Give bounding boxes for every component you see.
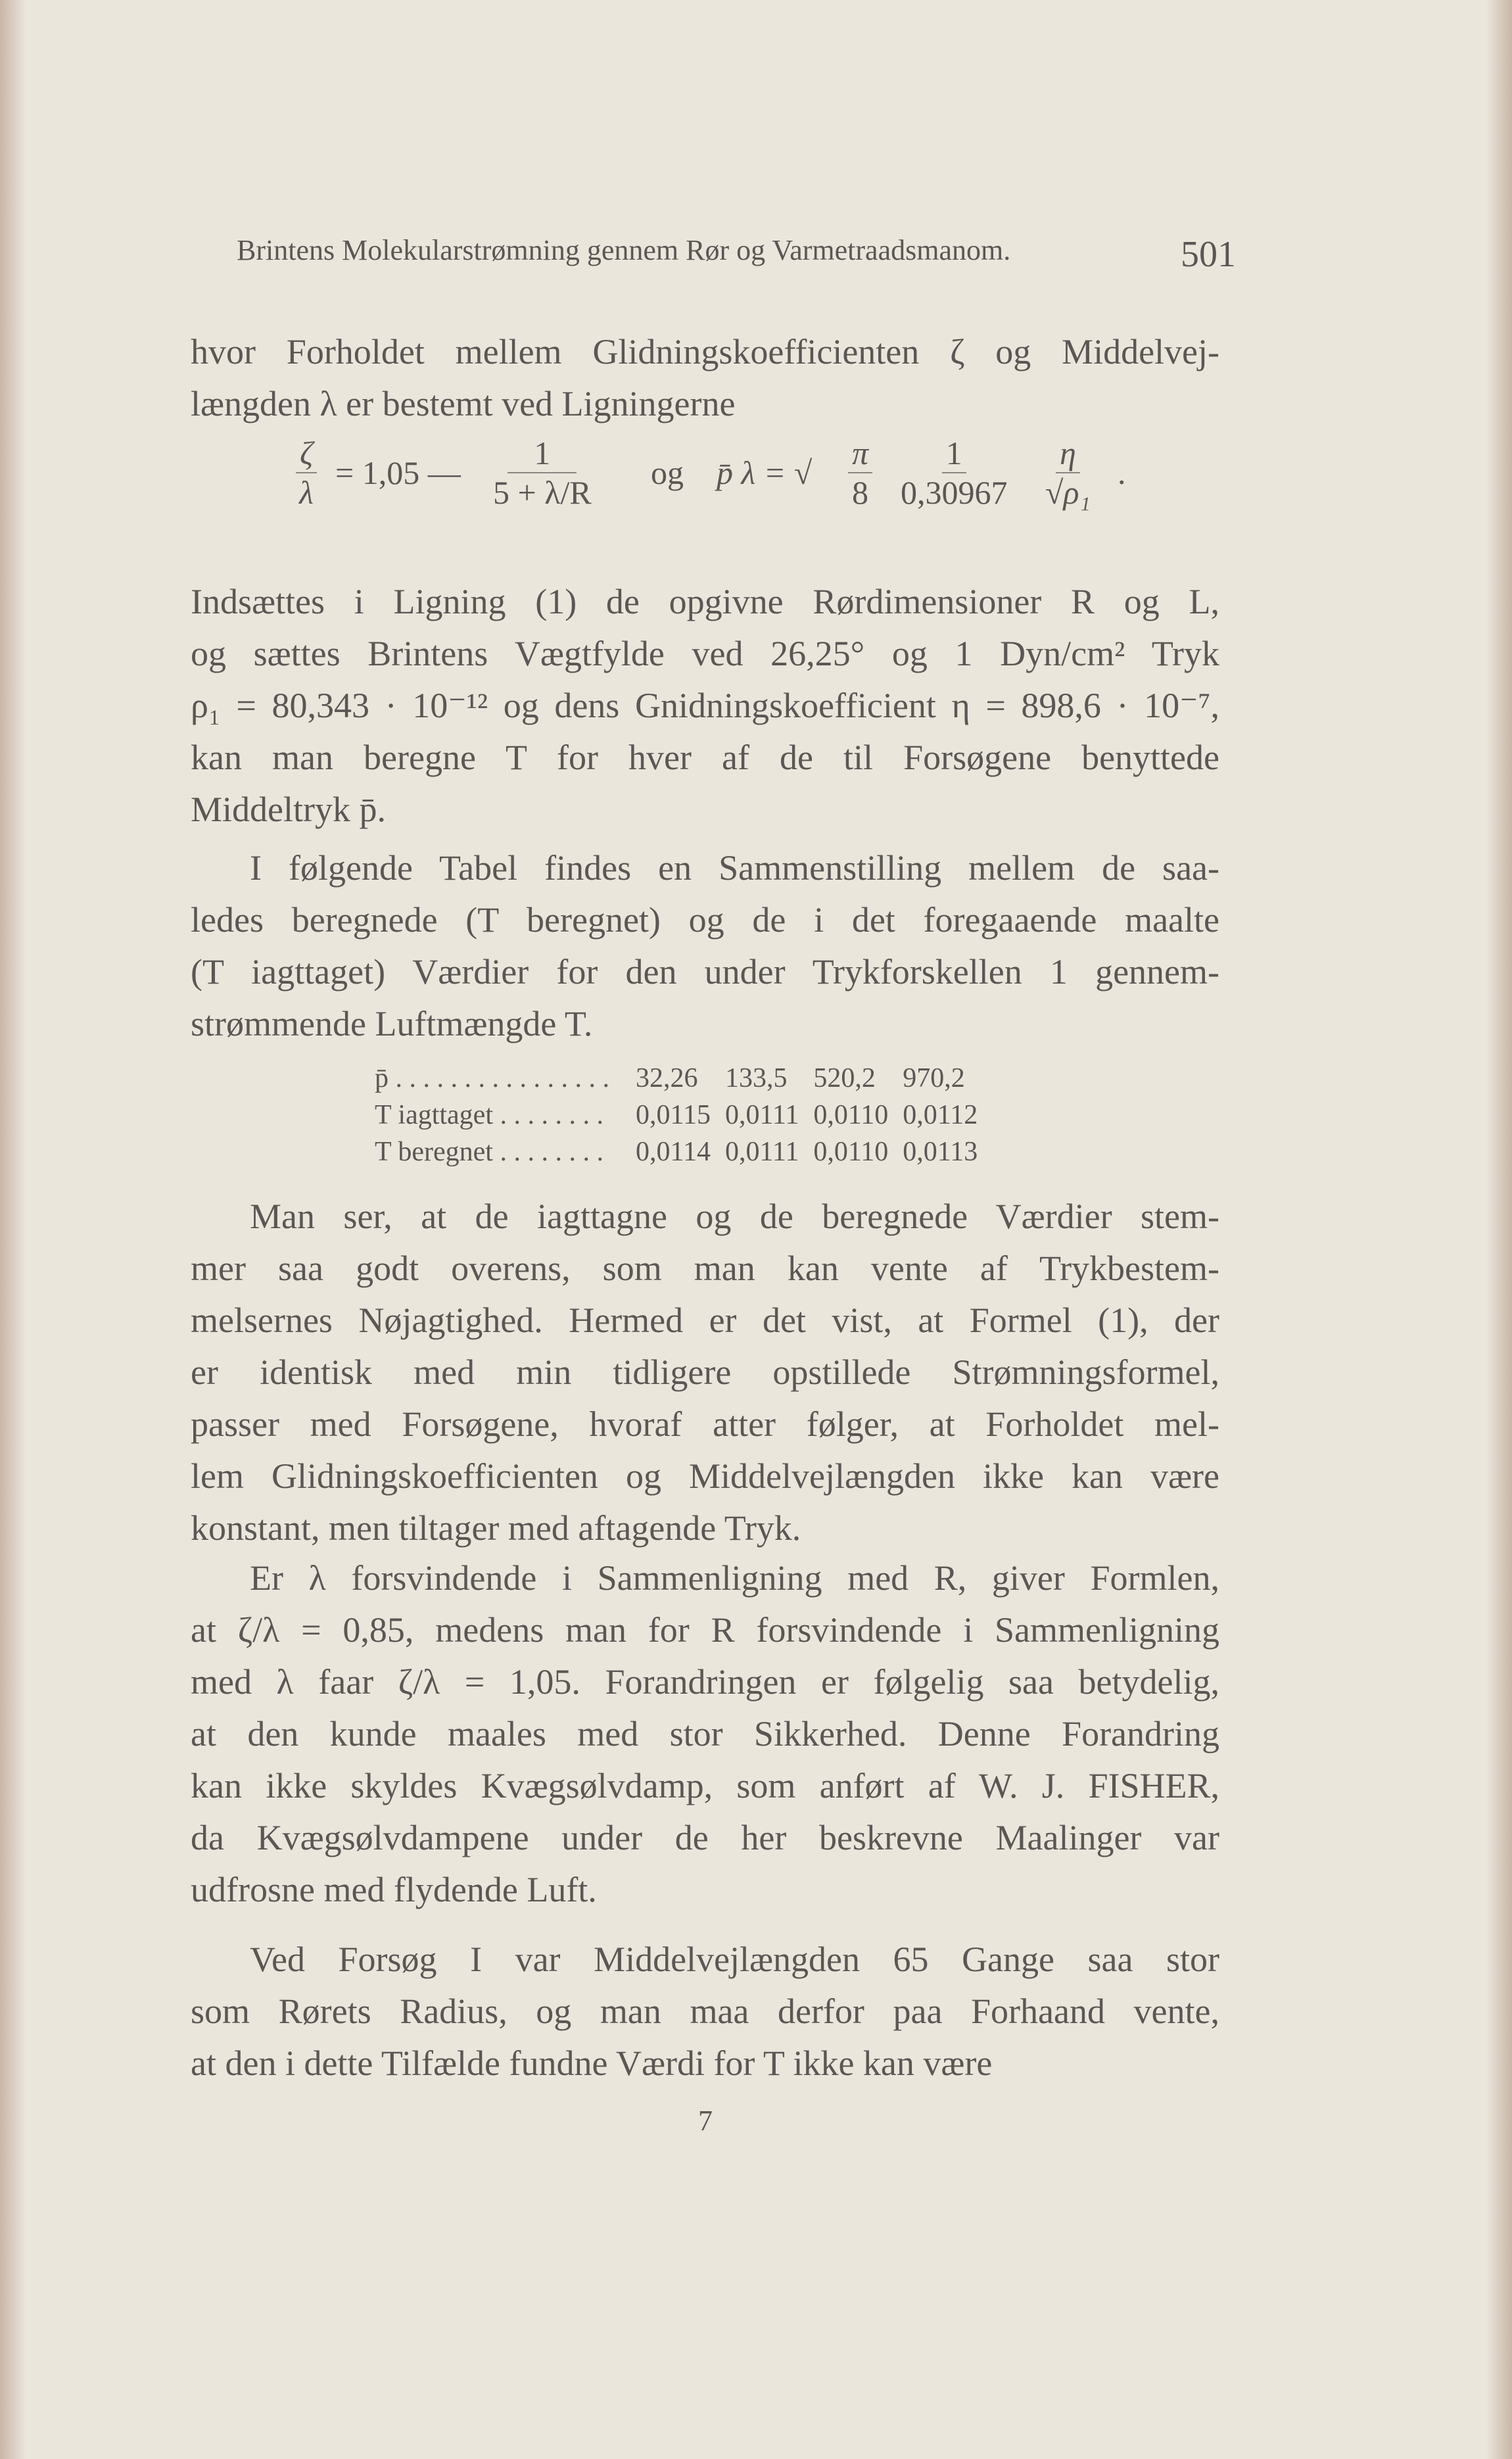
text-line: længden λ er bestemt ved Ligningerne [191, 384, 736, 423]
comparison-table [375, 1060, 992, 1170]
text-line: og sættes Brintens Vægtfylde ved 26,25° og 1 Dyn/cm² Tryk [191, 634, 1219, 673]
zeta-over-lambda [296, 434, 317, 512]
eta-over-sqrt-rho [1045, 434, 1091, 512]
table-row [375, 1134, 992, 1170]
table-cell: 0,0115 [636, 1100, 711, 1130]
table-cell: 970,2 [903, 1063, 965, 1093]
page-edge-left [0, 0, 26, 2459]
running-header [237, 233, 1236, 275]
denominator: 5 + λ/R [493, 474, 592, 511]
numerator: π [848, 434, 872, 473]
text-line: at ζ/λ = 0,85, medens man for R forsvindende i Sammenligning [191, 1610, 1219, 1650]
text-line: (T iagttaget) Værdier for den under Trykforskellen 1 gennem- [191, 952, 1219, 991]
fraction [493, 434, 592, 512]
text-line: kan ikke skyldes Kvægsølvdamp, som anført af W. J. FISHER, [191, 1766, 1219, 1805]
numerator: 1 [942, 434, 966, 473]
og-word: og [651, 454, 684, 491]
text-line: Er λ forsvindende i Sammenligning med R, giver Formlen, [250, 1558, 1219, 1598]
table-cell: 0,0113 [903, 1137, 978, 1167]
text-line: passer med Forsøgene, hvoraf atter følger, at Forholdet mel- [191, 1404, 1219, 1444]
text-line: Indsættes i Ligning (1) de opgivne Rørdimensioner R og L, [191, 582, 1219, 621]
table-cell: 0,0110 [813, 1100, 889, 1130]
equation-part: = 1,05 — [335, 454, 461, 491]
text-line: med λ faar ζ/λ = 1,05. Forandringen er følgelig saa betydelig, [191, 1662, 1219, 1702]
denominator: 0,30967 [901, 474, 1008, 511]
text-line: Ved Forsøg I var Middelvejlængden 65 Gange saa stor [250, 1940, 1219, 1979]
text-line: konstant, men tiltager med aftagende Tryk. [191, 1508, 801, 1548]
table-cell: 0,0114 [636, 1137, 711, 1167]
equation-part: p̄ λ = √ [717, 454, 813, 491]
numerator: η [1056, 434, 1080, 473]
numerator: 1 [508, 434, 577, 473]
pi-over-8 [848, 434, 872, 512]
text-line: hvor Forholdet mellem Glidningskoefficienten ζ og Middelvej- [191, 332, 1219, 371]
text-line: melsernes Nøjagtighed. Hermed er det vist, at Formel (1), der [191, 1301, 1219, 1340]
table-cell: 0,0112 [903, 1100, 978, 1130]
row-label: p̄ . . . . . . . . . . . . . . . . [375, 1063, 609, 1093]
constant-fraction [901, 434, 1008, 512]
page-number: 501 [1181, 234, 1236, 275]
table-cell: 0,0111 [724, 1137, 799, 1167]
text-line: udfrosne med flydende Luft. [191, 1870, 597, 1909]
page-edge-right [1486, 0, 1512, 2459]
running-title: Brintens Molekularstrømning gennem Rør og Varmetraadsmanom. [237, 234, 1011, 266]
period: . [1118, 454, 1126, 491]
denominator: √ρ₁ [1045, 474, 1091, 511]
denominator: λ [299, 474, 314, 511]
table-cell: 0,0111 [724, 1100, 799, 1130]
table-cell: 32,26 [636, 1063, 698, 1093]
text-line: I følgende Tabel findes en Sammenstilling mellem de saa- [250, 848, 1219, 888]
table-row [375, 1097, 992, 1134]
text-line: Middeltryk p̄. [191, 790, 386, 829]
table-cell: 520,2 [813, 1063, 876, 1093]
text-line: strømmende Luftmængde T. [191, 1004, 593, 1043]
text-line: lem Glidningskoefficienten og Middelvejlængden ikke kan være [191, 1456, 1219, 1496]
text-line: at den i dette Tilfælde fundne Værdi for T ikke kan være [191, 2043, 993, 2083]
row-label: T beregnet . . . . . . . . [375, 1137, 603, 1167]
text-line: er identisk med min tidligere opstillede Strømningsformel, [191, 1352, 1219, 1392]
equation [296, 434, 1216, 565]
table-cell: 0,0110 [813, 1137, 889, 1167]
text-line: Man ser, at de iagttagne og de beregnede Værdier stem- [250, 1197, 1219, 1236]
denominator: 8 [852, 474, 869, 511]
text-line: kan man beregne T for hver af de til Forsøgene benyttede [191, 738, 1219, 777]
numerator: ζ [296, 434, 317, 473]
table-cell: 133,5 [724, 1063, 788, 1093]
text-line: som Rørets Radius, og man maa derfor paa Forhaand vente, [191, 1992, 1219, 2031]
text-line: ρ₁ = 80,343 · 10⁻¹² og dens Gnidningskoefficient η = 898,6 · 10⁻⁷, [191, 686, 1219, 725]
text-line: mer saa godt overens, som man kan vente af Trykbestem- [191, 1249, 1219, 1288]
text-line: at den kunde maales med stor Sikkerhed. Denne Forandring [191, 1714, 1219, 1754]
text-line: da Kvægsølvdampene under de her beskrevne Maalinger var [191, 1818, 1219, 1857]
row-label: T iagttaget . . . . . . . . [375, 1100, 603, 1130]
text-line: ledes beregnede (T beregnet) og de i det foregaaende maalte [191, 900, 1219, 940]
signature-mark: 7 [698, 2105, 713, 2137]
table-row [375, 1060, 992, 1097]
